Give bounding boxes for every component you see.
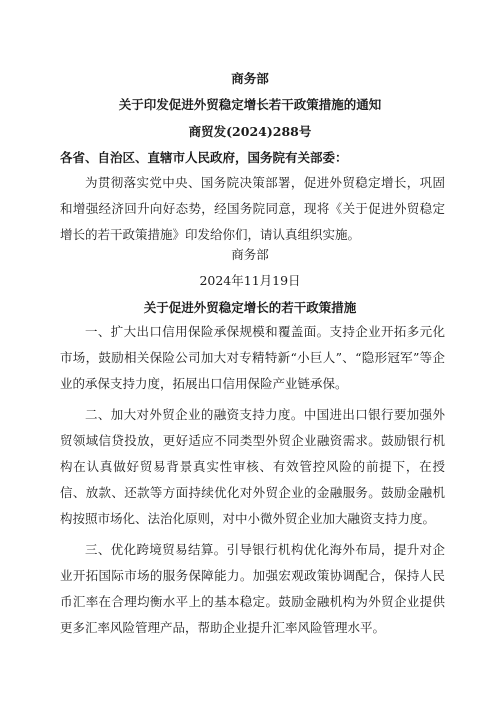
signature-date: 2024年11月19日 (199, 273, 301, 288)
issuer-heading: 商务部 (231, 71, 269, 86)
addressee-line: 各省、自治区、直辖市人民政府，国务院有关部委： (60, 150, 348, 165)
measure-paragraph-1: 一、扩大出口信用保险承保规模和覆盖面。支持企业开拓多元化市场，鼓励相关保险公司加大对专精特新“小巨人”、“隐形冠军”等企业的承保支持力度，拓展出口信用保险产业链承保。 (60, 324, 445, 391)
measure-paragraph-2: 二、加大对外贸企业的融资支持力度。中国进出口银行要加强外贸领域信贷投放，更好适应不同类型外贸企业融资需求。鼓励银行机构在认真做好贸易背景真实性审核、有效管控风险的前提下，在授信、放款、还款等方面持续优化对外贸企业的金融服务。鼓励金融机构按照市场化、法治化原则，对中小微外贸企业加大融资支持力度。 (60, 407, 445, 526)
intro-paragraph: 为贯彻落实党中央、国务院决策部署，促进外贸稳定增长，巩固和增强经济回升向好态势，经国务院同意，现将《关于促进外贸稳定增长的若干政策措施》印发给你们，请认真组织实施。 (60, 175, 445, 242)
signature-org: 商务部 (231, 247, 269, 262)
measure-paragraph-3: 三、优化跨境贸易结算。引导银行机构优化海外布局，提升对企业开拓国际市场的服务保障能力。加强宏观政策协调配合，保持人民币汇率在合理均衡水平上的基本稳定。鼓励金融机构为外贸企业提供更多汇率风险管理产品，帮助企业提升汇率风险管理水平。 (60, 542, 445, 635)
notice-title: 关于印发促进外贸稳定增长若干政策措施的通知 (118, 97, 382, 112)
measures-title: 关于促进外贸稳定增长的若干政策措施 (143, 300, 357, 315)
document-number: 商贸发(2024)288号 (188, 124, 312, 139)
